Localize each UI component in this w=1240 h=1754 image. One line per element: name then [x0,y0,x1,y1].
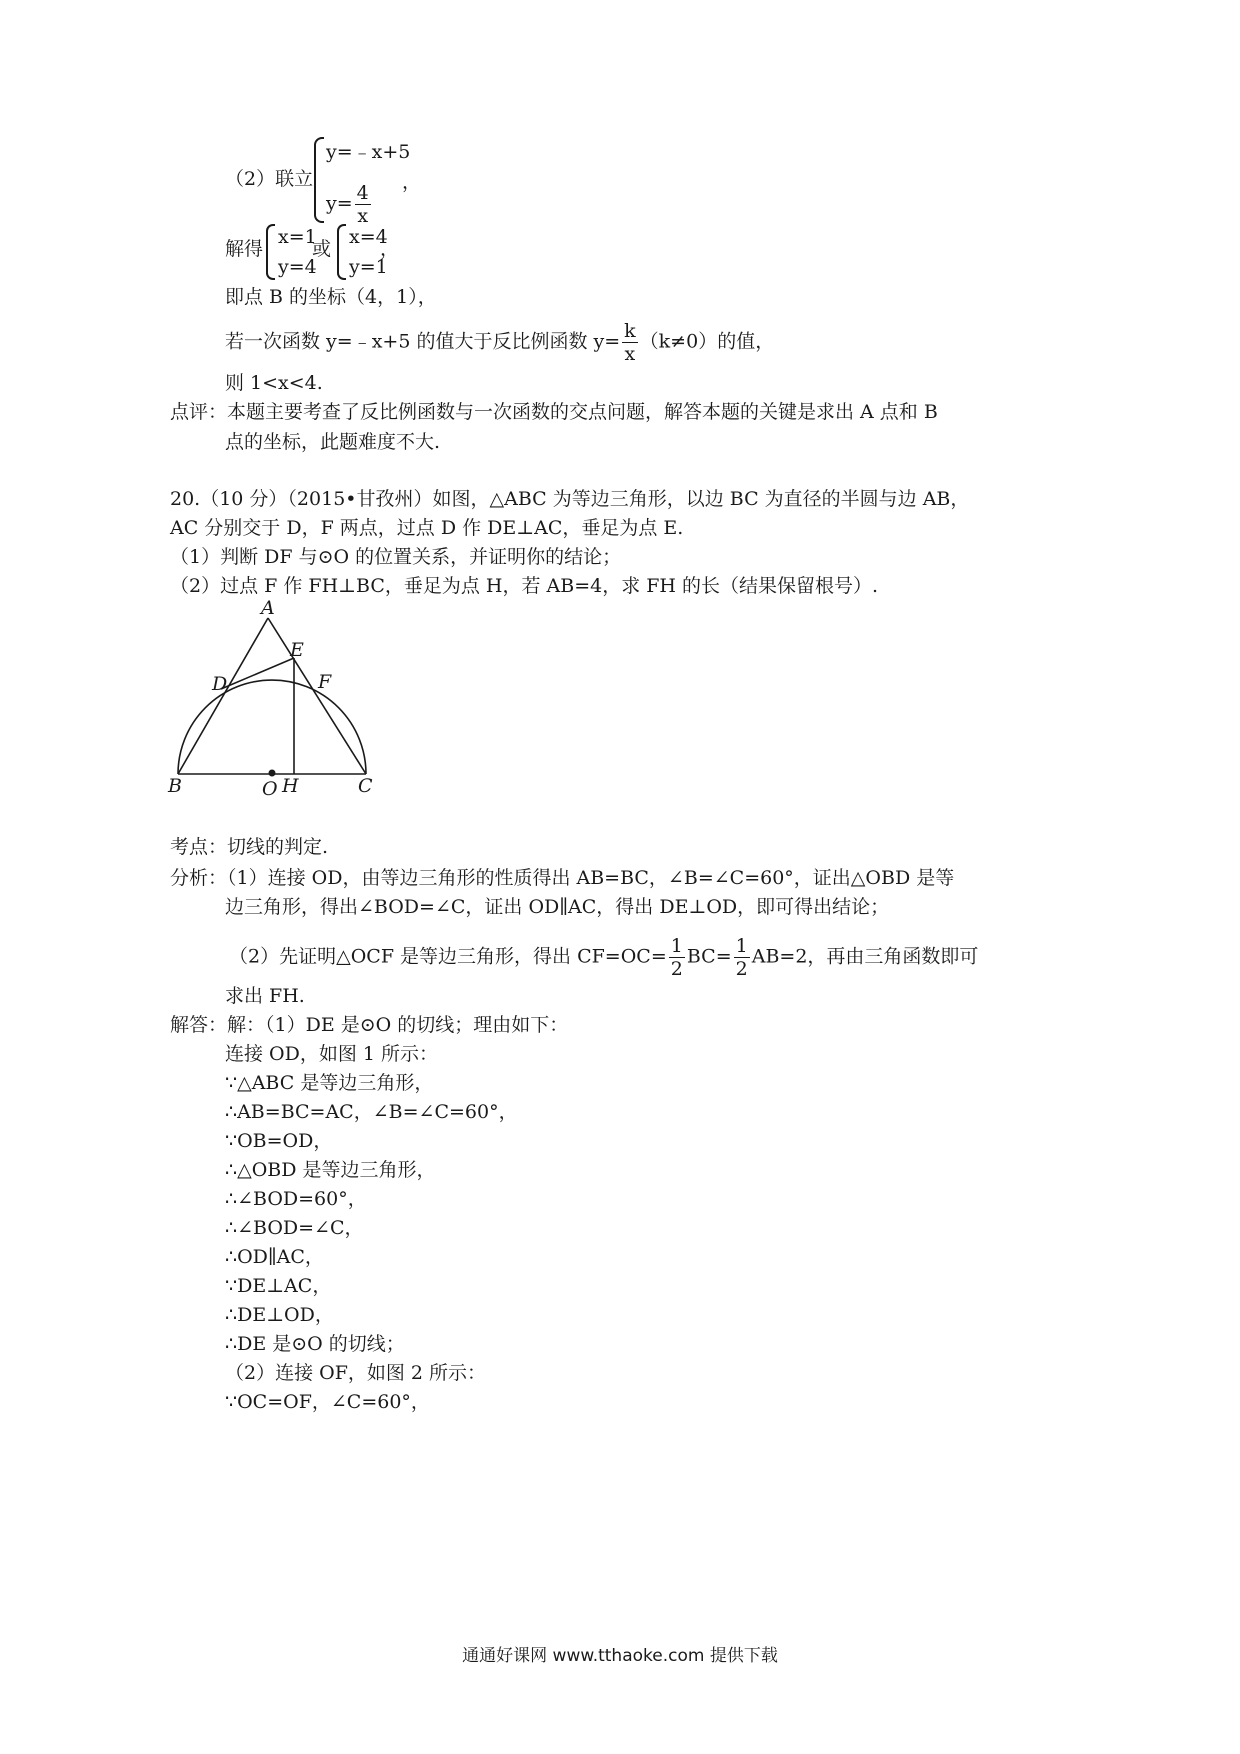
solution-line: ∴∠BOD=∠C， [225,1217,364,1239]
comment-line-2: 点的坐标，此题难度不大. [225,431,441,453]
geometry-figure [160,600,400,805]
solution-line: ∵△ABC 是等边三角形， [225,1072,434,1094]
range-result: 则 1<x<4. [225,372,323,394]
compare-statement: 若一次函数 y=﹣x+5 的值大于反比例函数 y= $\frac{k}{x}$ （k≠0）的值， [225,320,775,365]
solution-line: ∴OD∥AC， [225,1246,324,1268]
solution-line: ∵OC=OF，∠C=60°， [225,1391,430,1413]
or-label: 或 [312,238,332,260]
semicircle-arc [178,680,366,774]
solution-comma: ， [380,238,400,260]
analysis-line-4: 求出 FH. [225,985,305,1007]
segment-ab [178,618,268,774]
fraction-one-half-2: $\frac{1}{2}$ [735,935,748,980]
segment-ac [268,618,366,774]
solution-line: ∴∠BOD=60°， [225,1188,367,1210]
fraction-k-over-x: $\frac{k}{x}$ [624,320,636,365]
analysis-line-1: 分析：（1）连接 OD，由等边三角形的性质得出 AB=BC，∠B=∠C=60°，证出△OBD 是等 [170,867,955,889]
label-e: E [290,639,304,661]
segment-de [221,658,294,689]
solution-line: 解答：解：（1）DE 是⊙O 的切线；理由如下： [170,1014,569,1036]
solution-2: x=4 y=1 [349,226,388,278]
label-f: F [318,671,332,693]
footer-download-note: 通通好课网 www.tthaoke.com 提供下载 [462,1646,778,1666]
solution-brace-1 [266,224,275,280]
q20-line-4: （2）过点 F 作 FH⊥BC，垂足为点 H，若 AB=4，求 FH 的长（结果保留根号）. [170,575,879,597]
lianli-label: （2）联立 [225,168,314,190]
q20-line-2: AC 分别交于 D，F 两点，过点 D 作 DE⊥AC，垂足为点 E. [170,517,684,539]
solution-line: ∴DE 是⊙O 的切线； [225,1333,405,1355]
label-c: C [358,775,373,797]
solution-line: （2）连接 OF，如图 2 所示： [225,1362,487,1384]
center-point-o [269,770,276,777]
solution-line: ∴DE⊥OD， [225,1304,334,1326]
fraction-4-over-x: $\frac{4}{x}$ [356,182,369,227]
solution-1: x=1 y=4 [278,226,317,278]
label-b: B [168,775,182,797]
label-a: A [261,600,275,619]
solution-line: 连接 OD，如图 1 所示： [225,1043,439,1065]
system-comma: ， [402,171,422,193]
system-brace [314,137,324,223]
solution-line: ∵OB=OD， [225,1130,333,1152]
label-h: H [282,775,299,797]
label-o: O [262,778,278,800]
analysis-line-3: （2）先证明△OCF 是等边三角形，得出 CF=OC= $\frac{1}{2}$ BC= $\frac{1}{2}$ AB=2，再由三角函数即可 [229,935,979,980]
comment-line-1: 点评：本题主要考查了反比例函数与一次函数的交点问题，解答本题的关键是求出 A 点和 B [170,401,938,423]
solution-line: ∴AB=BC=AC，∠B=∠C=60°， [225,1101,518,1123]
kaodian-line: 考点：切线的判定. [170,836,329,858]
equation-linear: y=﹣x+5 [326,141,411,163]
analysis-line-2: 边三角形，得出∠BOD=∠C，证出 OD∥AC，得出 DE⊥OD，即可得出结论； [225,896,890,918]
jiede-label: 解得 [225,238,264,260]
solution-line: ∴△OBD 是等边三角形， [225,1159,436,1181]
solution-brace-2 [337,224,346,280]
fraction-one-half-1: $\frac{1}{2}$ [670,935,683,980]
equation-inverse: y= $\frac{4}{x}$ [326,182,369,227]
point-b-coordinates: 即点 B 的坐标（4，1）， [225,286,437,308]
label-d: D [212,673,228,695]
q20-line-1: 20.（10 分）（2015•甘孜州）如图，△ABC 为等边三角形，以边 BC 为直径的半圆与边 AB， [170,488,970,510]
q20-line-3: （1）判断 DF 与⊙O 的位置关系，并证明你的结论； [170,546,622,568]
solution-line: ∵DE⊥AC， [225,1275,332,1297]
